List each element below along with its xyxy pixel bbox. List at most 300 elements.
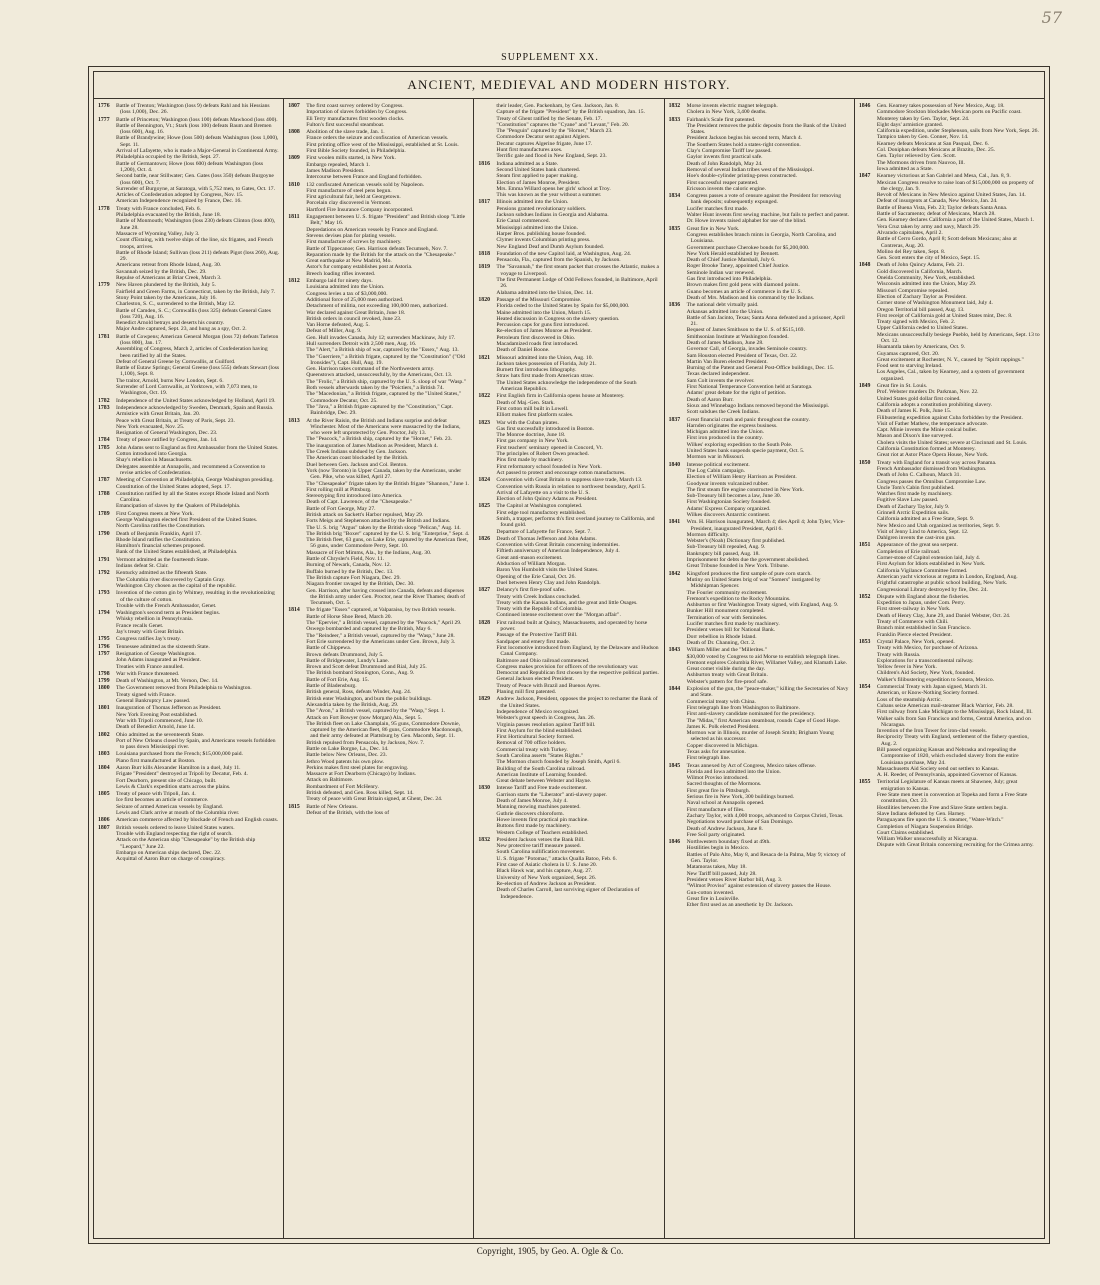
year-group — [478, 587, 659, 618]
history-event: Battle of Germantown; Howe (loss 600) defeats Washington (loss 1,200), Oct. 4. — [116, 160, 264, 173]
year-group — [98, 437, 279, 443]
history-event: First street-railway in New York. — [876, 606, 951, 613]
year-label: 1778 — [98, 205, 110, 212]
history-event: Sub-Treasury bill repealed, Aug. 9. — [686, 544, 766, 551]
year-group — [859, 103, 1040, 172]
history-event: Ashburton treaty with Great Britain. — [686, 672, 768, 679]
history-event: Great Tribune founded in New York. Tribune. — [686, 563, 790, 570]
year-group — [98, 685, 279, 704]
history-event: California adopts a constitution prohibiting slavery. — [876, 401, 993, 408]
history-event: Revolt of Mexicans in New Mexico against United States, Jan. 14. — [876, 192, 1026, 199]
history-event: Great excitement at Rochester, N. Y., caused by "Spirit rappings." — [876, 356, 1024, 363]
year-label: 1825 — [478, 503, 490, 510]
history-event: Battle below New Orleans, Dec. 23. — [306, 752, 387, 759]
history-event: Peace with Great Britain, at Treaty of Paris, Sept. 23. — [116, 417, 235, 424]
history-event: Mason and Dixon's line surveyed. — [876, 433, 953, 440]
year-group — [98, 103, 279, 116]
history-event: The British bombard Stonington, Conn., Aug. 9. — [306, 670, 415, 677]
history-event: The Monroe doctrine, June 18. — [496, 432, 566, 439]
history-event: Sam Colt invents the revolver. — [686, 377, 755, 384]
history-event: Sioux and Winnebago Indians removed beyond the Mississippi. — [686, 402, 830, 409]
history-event: Yellow fever in New York. — [876, 664, 937, 671]
history-event: Indiana admitted as a State. — [496, 160, 559, 167]
year-group — [98, 765, 279, 790]
history-event: Battles of Palo Alto, May 8, and Resaca de la Palma, May 9; victory of Gen. Taylor. — [686, 851, 846, 865]
history-event: Americans retreat from Rhode Island, Aug. 30. — [116, 262, 222, 269]
history-event: British attack on Sackett's Harbor repulsed, May 29. — [306, 512, 424, 518]
year-group — [98, 732, 279, 751]
history-event: Forts Meigs and Stephenson attacked by the British and Indians. — [306, 518, 451, 525]
history-event: This was known as the year without a summer. — [496, 192, 602, 199]
history-event: Surrender of Burgoyne, at Saratoga, with 5,752 men, to Gates, Oct. 17. — [116, 185, 275, 192]
history-event: Congress passes a vote of censure against the President for removing bank deposits; subsequently expunged. — [686, 193, 842, 206]
history-event: Ohio admitted as the seventeenth State. — [116, 731, 205, 738]
year-group — [98, 511, 279, 530]
year-group — [98, 570, 279, 589]
history-event: Intercourse between France and England forbidden. — [306, 174, 423, 181]
history-event: Bombardment of Fort McHenry. — [306, 783, 379, 790]
history-event: Termination of war with Seminoles. — [686, 614, 768, 621]
history-event: First Congress meets at New York. — [116, 510, 194, 517]
history-event: Treaty with Russia. — [876, 651, 921, 658]
year-label: 1777 — [98, 116, 110, 123]
history-event: Inauguration of Thomas Jefferson as President. — [116, 705, 222, 712]
year-group — [98, 825, 279, 863]
history-event: Battle of Bladensburg. — [306, 683, 357, 690]
year-label: 1803 — [98, 751, 110, 758]
history-event: Kearney victorious at San Gabriel and Mesa, Cal., Jan. 8, 9. — [876, 173, 1011, 180]
columns-container — [94, 99, 1044, 1238]
history-event: Treaty of Ghent ratified by the Senate, Feb. 17. — [496, 115, 602, 122]
year-label: 1797 — [98, 650, 110, 657]
year-label: 1834 — [668, 193, 681, 200]
history-event: General Bankruptcy Law passed. — [116, 698, 191, 705]
history-event: Removal of several Indian tribes west of the Mississippi. — [686, 166, 814, 173]
history-event: Death of Maj.-Gen. Stark. — [496, 399, 555, 406]
history-event: Niagara frontier ravaged by the British, Dec. 30. — [306, 581, 415, 588]
history-event: Loss of the steamship Arctic. — [876, 696, 942, 703]
event-list — [116, 570, 279, 589]
history-event: Death of John Quincy Adams, Feb. 21. — [876, 262, 964, 269]
history-event: Battle of Eutaw Springs; General Greene (loss 555) defeats Stewart (loss 1,100), Sept. 8. — [116, 365, 280, 378]
year-group — [98, 398, 279, 404]
history-event: Treaty signed with France. — [116, 691, 176, 698]
year-label: 1796 — [98, 643, 110, 650]
history-event: Both vessels afterwards taken by the "Poictiers," a British 74. — [306, 385, 444, 392]
history-event: Invention of the Iron Tower for iron-clad vessels. — [876, 728, 987, 735]
history-event: Sandpaper and emery first made. — [496, 638, 571, 645]
history-event: Morse invents electric magnet telegraph. — [686, 103, 778, 109]
history-event: Dispute with England about the fisheries. — [876, 593, 970, 600]
history-event: Vera Cruz taken by army and navy, March 29. — [876, 223, 980, 230]
history-event: First gas company in New York. — [496, 438, 569, 445]
history-event: Matamoras taken, May 18. — [686, 864, 747, 871]
history-event: Michigan admitted into the Union. — [686, 429, 765, 436]
year-group — [859, 684, 1040, 778]
year-group — [859, 460, 1040, 542]
history-event: Battle of Chippewa. — [306, 645, 352, 652]
history-event: Fort Dearborn, present site of Chicago, built. — [116, 777, 217, 784]
history-event: The first Permanent Lodge of Odd Fellows founded, in Baltimore, April 26. — [496, 277, 658, 290]
history-event: Massacre of Fort Mimms, Ala., by the Indians, Aug. 30. — [306, 549, 432, 556]
history-event: Explosion of the gun, the "peace-maker," killing the Secretaries of Navy and State. — [686, 686, 849, 699]
history-event: Oregon Territorial bill passed, Aug. 13. — [876, 306, 965, 313]
history-event: Bank of the United States established, at Philadelphia. — [116, 549, 238, 556]
history-event: Fairbank's Scale first patented. — [686, 116, 756, 123]
history-event: California Vigilance Committee formed. — [876, 567, 968, 574]
history-event: Black Hawk war, and his capture, Aug. 27. — [496, 868, 593, 875]
history-event: Adams' Express Company organized. — [686, 505, 771, 512]
history-event: Ericsson invents the caloric engine. — [686, 185, 766, 192]
event-list — [877, 262, 1040, 382]
history-event: Expedition to Japan, under Com. Perry. — [876, 600, 966, 607]
year-group — [478, 837, 659, 900]
history-event: Battle of Rhode Island; Sullivan (loss 211) defeats Pigot (loss 260), Aug. 29. — [116, 249, 280, 263]
year-label: 1814 — [288, 607, 300, 614]
history-event: Congressional Library destroyed by fire, Dec. 24. — [876, 586, 988, 593]
year-group — [98, 405, 279, 436]
year-label: 1824 — [478, 477, 490, 484]
history-event: Gen. Kearney declares California a part of the United States, March 1. — [876, 217, 1035, 224]
history-event: Independence of Mexico recognized. — [496, 708, 580, 715]
history-event: Bill passed organizing Kansas and Nebraska and repealing the Compromise of 1820, which excluded slavery from the entire Louisiana purchase, May 24. — [876, 746, 1019, 766]
history-event: Assembling of Congress, March 2, articles of Confederation having been ratified by all the States. — [116, 346, 268, 359]
history-event: Erie Canal commenced. — [496, 218, 550, 225]
history-event: Hull surrenders Detroit with 2,500 men, Aug. 16. — [306, 340, 417, 347]
event-list — [687, 226, 850, 302]
history-event: Burnett first introduces lithography. — [496, 367, 577, 374]
history-event: Treaties with France annulled. — [116, 663, 184, 670]
history-event: Emancipation of slaves by the Quakers of Philadelphia. — [116, 503, 241, 510]
year-label: 1847 — [858, 173, 871, 180]
history-event: Harnden originates the express business. — [686, 422, 778, 429]
history-event: Resignation of General Washington, Dec. 23. — [116, 430, 218, 437]
history-event: Clymer invents Columbian printing press. — [496, 237, 591, 244]
history-event: Gen. Harrison takes command of the Northwestern army. — [306, 366, 435, 373]
year-group — [859, 779, 1040, 848]
history-event: France orders the seizure and confiscation of American vessels. — [306, 135, 449, 142]
event-list — [496, 536, 659, 586]
year-group — [478, 297, 659, 354]
history-event: Acquittal of Aaron Burr on charge of conspiracy. — [116, 856, 226, 863]
history-event: Missouri admitted into the Union, Aug. 10. — [496, 354, 593, 361]
event-list — [116, 644, 279, 650]
event-list — [116, 671, 279, 677]
history-event: Heated discussion in Congress on the slavery question. — [496, 315, 620, 322]
event-list — [877, 639, 1040, 683]
year-label: 1800 — [98, 685, 110, 692]
event-list — [116, 437, 279, 443]
supplement-label: SUPPLEMENT XX. — [501, 52, 599, 63]
history-event: Defeat of General Greene by Cornwallis, at Guilford. — [116, 358, 236, 365]
history-event: Scott subdues the Creek Indians. — [686, 409, 760, 416]
history-event: Buffalo burned by the British, Dec. 13. — [306, 568, 394, 575]
year-group — [859, 639, 1040, 683]
event-list — [116, 117, 279, 205]
history-event: Missouri Compromise repealed. — [876, 287, 949, 294]
history-event: Baron Von Humboldt visits the United States. — [496, 567, 599, 574]
history-event: Attack on the American ship "Chesapeake" by the British ship "Leopard," June 22. — [116, 837, 256, 850]
history-event: Guthrie discovers chloroform. — [496, 810, 564, 817]
history-event: Democrat and Republican first chosen by the respective political parties. — [496, 670, 659, 677]
history-event: Goodyear invents vulcanized rubber. — [686, 480, 769, 487]
history-event: The first steam fire engine constructed in New York. — [686, 486, 805, 493]
history-event: Pins first made by machinery. — [496, 457, 563, 464]
history-event: Walker's filibustering expedition to Sonora, Mexico. — [876, 676, 995, 683]
history-event: Sacred thoughts of the Mormons. — [686, 781, 762, 788]
history-event: Major Andre captured, Sept. 23, and hung as a spy, Oct. 2. — [116, 326, 247, 333]
event-list — [116, 791, 279, 816]
history-event: First manufacture of steel pens begun. — [306, 187, 392, 194]
history-event: Ice first becomes an article of commerce. — [116, 797, 209, 804]
year-label: 1832 — [668, 103, 681, 109]
history-event: Gas first introduced into Philadelphia. — [686, 276, 772, 283]
event-list — [116, 334, 279, 397]
history-event: First printing office west of the Mississippi, established at St. Louis. — [306, 141, 459, 148]
history-event: Constitution of the United States adopted, Sept. 17. — [116, 483, 231, 490]
history-event: Treaty signed with Mexico, Feb. 2. — [876, 319, 956, 326]
history-event: New Mexico and Utah organized as territories, Sept. 9. — [876, 522, 1000, 529]
history-event: Oneida Community, New York, established. — [876, 275, 976, 282]
event-list — [496, 199, 659, 249]
history-event: $30,000 voted by Congress to aid Morse to establish telegraph lines. — [686, 653, 840, 660]
history-event: First Asylum for Idiots established in New York. — [876, 561, 986, 568]
event-list — [687, 193, 850, 224]
year-group — [478, 420, 659, 477]
year-label: 1846 — [858, 103, 871, 109]
history-event: Great anti-mason excitement. — [496, 554, 563, 561]
history-event: Stevens devises plan for plating vessels. — [306, 232, 396, 239]
history-event: Walker sails from San Francisco and forms, Central America, and on Nicaragua. — [876, 715, 1031, 728]
history-event: The "Peacock," a British ship, captured by the "Hornet," Feb. 23. — [306, 436, 452, 443]
history-event: Court Claims established. — [876, 829, 935, 836]
history-event: Eli Terry manufactures first wooden clocks. — [306, 115, 405, 122]
year-group — [669, 763, 850, 839]
year-group — [98, 636, 279, 642]
year-group — [669, 519, 850, 569]
history-event: Battle of San Jacinto, Texas; Santa Anna defeated and a prisoner, April 21. — [686, 314, 845, 328]
year-label: 1818 — [478, 250, 490, 257]
event-list — [306, 129, 469, 154]
history-event: Mormon war in Missouri. — [686, 454, 745, 461]
history-event: Alvarado capitulates, April 2. — [876, 229, 943, 236]
event-list — [496, 297, 659, 354]
history-event: Independence of the United States acknowledged by Holland, April 19. — [116, 397, 276, 404]
history-event: Mexicans unsuccessfully besiege Pueblo, held by Americans, Sept. 13 to Oct. 12. — [876, 331, 1040, 344]
copyright-notice: Copyright, 1905, by Geo. A. Ogle & Co. — [476, 1246, 624, 1256]
history-event: Death of Washington, at Mt. Vernon, Dec. 14. — [116, 678, 219, 685]
history-event: Florida ceded to the United States by Spain for $5,000,000. — [496, 303, 630, 310]
history-event: Treaty of Commerce with Chili. — [876, 619, 949, 626]
history-event: Guyamas captured, Oct. 20. — [876, 350, 940, 357]
history-event: Col. Doniphan defeats Mexicans at Brazito, Dec. 25. — [876, 147, 996, 154]
event-list — [496, 696, 659, 784]
year-label: 1848 — [858, 262, 871, 269]
history-event: Duel between Gen. Jackson and Col. Benton. — [306, 461, 408, 468]
event-list — [116, 590, 279, 609]
history-event: William Miller and the "Millerites." — [686, 647, 767, 654]
history-event: Garrison starts the "Liberator" anti-slavery paper. — [496, 791, 607, 798]
history-event: Guano becomes an article of commerce in the U. S. — [686, 288, 803, 295]
history-event: Congress establishes branch mints in Georgia, North Carolina, and Louisiana. — [686, 231, 836, 245]
history-event: Election of William Henry Harrison as President. — [686, 474, 797, 481]
year-group — [288, 103, 469, 128]
history-event: French Ambassador dismissed from Washington. — [876, 465, 987, 472]
history-event: First iron produced in the country. — [686, 435, 763, 442]
history-event: The British fleet, 63 guns, on Lake Erie, captured by the American fleet, 56 guns, under Commodore Perry, Sept. 10. — [306, 537, 469, 550]
history-event: The "Midas," first American steamboat, rounds Cape of Good Hope. — [686, 717, 840, 724]
year-group — [478, 199, 659, 249]
history-event: Straw hats first made from American straw. — [496, 373, 594, 380]
history-event: The President removes the public deposits from the Bank of the United States. — [686, 122, 846, 136]
year-label: 1812 — [288, 278, 300, 285]
event-list — [687, 647, 850, 685]
year-label: 1783 — [98, 404, 110, 411]
history-event: Port of New Orleans closed by Spain, and Americans vessels forbidden to pass down Mississippi river. — [116, 737, 276, 751]
history-event: President vetoes River Harbor bill, Aug. 3. — [686, 876, 783, 883]
history-event: Upper California ceded to United States. — [876, 325, 968, 332]
history-event: Congress makes provision for officers of the revolutionary war. — [496, 663, 639, 670]
history-event: Treaty with France concluded, Feb. 6. — [116, 205, 201, 212]
history-event: Free Soil party originated. — [686, 831, 746, 838]
history-event: Battle of Bennington, Vt.; Stark (loss 100) defeats Baum and Bremen (loss 600), Aug. 16. — [116, 122, 272, 136]
history-event: France recalls Genet. — [116, 622, 164, 629]
history-event: American commerce affected by blockade of French and English coasts. — [116, 817, 279, 824]
history-event: British enter Washington, and burn the public buildings. — [306, 695, 432, 702]
year-group — [288, 155, 469, 180]
year-group — [859, 173, 1040, 261]
history-event: Fremont's expedition to the Rocky Mountains. — [686, 595, 791, 602]
event-list — [116, 557, 279, 570]
year-group — [98, 678, 279, 684]
event-list — [116, 206, 279, 282]
history-event: Invention of the cotton gin by Whitney, resulting in the revolutionizing of the culture of cotton. — [116, 590, 275, 603]
year-group — [859, 542, 1040, 592]
history-event: The "Alert," a British ship of war, captured by the "Essex," Aug. 13. — [306, 347, 459, 354]
year-group — [478, 264, 659, 295]
event-list — [306, 804, 469, 817]
history-event: Treaty of peace with Tripoli, Jan. 4. — [116, 791, 196, 798]
year-group — [288, 129, 469, 154]
year-group — [98, 491, 279, 510]
history-event: The "Chesapeake" frigate taken by the British frigate "Shannon," June 1. — [306, 480, 470, 487]
history-event: Completion of Niagara Suspension Bridge. — [876, 823, 974, 830]
event-list — [496, 355, 659, 393]
history-event: Abolition of the slave trade, Jan. 1. — [306, 129, 385, 136]
history-event: Dr. Howe invents raised alphabet for use of the blind. — [686, 218, 807, 225]
history-event: Grinnell Arctic Expedition sails. — [876, 510, 950, 516]
event-list — [877, 684, 1040, 778]
history-event: Mormon war in Illinois, murder of Joseph Smith; Brigham Young selected as his successor. — [686, 730, 834, 743]
history-event: Petroleum first discovered in Ohio. — [496, 334, 576, 341]
history-event: Burning of the Patent and General Post-Office buildings, Dec. 15. — [686, 365, 835, 372]
year-label: 1807 — [98, 824, 110, 831]
history-event: Watches first made by machinery. — [876, 491, 953, 498]
history-event: Death of Benjamin Franklin, April 17. — [116, 530, 202, 537]
year-label: 1820 — [478, 296, 490, 303]
history-event: Macadamized roads first introduced. — [496, 340, 579, 347]
history-event: The "Reindeer," a British vessel, captured by the "Wasp," June 28. — [306, 632, 455, 639]
history-event: Brown defeats Drummond, July 5. — [306, 651, 384, 658]
year-label: 1794 — [98, 610, 110, 617]
history-event: Death of James K. Polk, June 15. — [876, 408, 952, 415]
event-list — [116, 405, 279, 436]
history-event: The "Epervier," a British vessel, captured by the "Peacock," April 29. — [306, 620, 462, 627]
event-list — [306, 278, 469, 417]
history-event: Embargo laid for ninety days. — [306, 278, 373, 285]
history-event: First Washingtonian Society founded. — [686, 499, 771, 506]
year-group — [478, 477, 659, 502]
history-event: The Columbia river discovered by Captain Gray. — [116, 576, 226, 583]
history-event: Van Horne defeated, Aug. 5. — [306, 322, 370, 329]
history-event: The British fleet on Lake Champlain, 95 guns, Commodore Downie, captured by the American fleet, 86 guns, Commodore Macdonough, and their army defeated at Plattsburg by Gen. Macomb, Sept. 11. — [306, 720, 463, 740]
history-event: Great riot at Astor Place Opera House, New York. — [876, 452, 989, 459]
history-event: Treaty with the Republic of Colombia. — [496, 606, 583, 613]
year-label: 1785 — [98, 444, 110, 451]
history-event: William Walker unsuccessfully at Nicaragua. — [876, 836, 978, 843]
history-event: Death of Zachary Taylor, July 9. — [876, 503, 950, 510]
year-label — [478, 103, 496, 160]
event-list — [496, 477, 659, 502]
history-event: The principles of Robert Owen preached. — [496, 451, 589, 458]
history-event: Dorr rebellion in Rhode Island. — [686, 633, 757, 640]
year-label: 1795 — [98, 636, 110, 643]
history-event: Sam Houston elected President of Texas, Oct. 22. — [686, 352, 798, 359]
page-number: 57 — [1041, 8, 1062, 27]
history-event: "Constitution" captures the "Cyane" and "Levant," Feb. 20. — [496, 121, 630, 128]
history-event: New York evacuated, Nov. 25. — [116, 423, 185, 430]
history-event: British general, Ross, defeats Winder, Aug. 24. — [306, 689, 412, 696]
year-group — [98, 531, 279, 556]
history-event: Continued intense excitement over the "Morgan affair". — [496, 612, 621, 619]
history-event: Prof. Webster murders Dr. Parkman, Nov. 22. — [876, 389, 979, 396]
history-event: Repulse of Americans at Briar Creek, March 3. — [116, 275, 222, 282]
history-event: Visit of Father Mathew, the temperance advocate. — [876, 420, 988, 427]
history-event: Embargo on American ships declared, Dec. 22. — [116, 849, 222, 856]
history-event: Frigate "President" destroyed at Tripoli by Decatur, Feb. 4. — [116, 771, 248, 778]
history-event: Great fire in St. Louis. — [876, 383, 928, 390]
history-event: Hartford Fire Insurance Company incorporated. — [306, 206, 414, 213]
year-label: 1826 — [478, 535, 490, 542]
history-event: Bankruptcy bill passed, Aug. 18. — [686, 550, 760, 557]
history-event: Corner-stone of Capitol extension laid, July 4. — [876, 555, 981, 562]
event-list — [496, 393, 659, 418]
history-event: Death of Charles Carroll, last surviving signer of Declaration of Independence. — [496, 887, 640, 900]
history-event: Battle of Brandywine; Howe (loss 500) defeats Washington (loss 1,000), Sept. 11. — [116, 135, 279, 148]
history-event: Fremont explores Columbia River, Willamet Valley, and Klamath Lake. — [686, 659, 847, 666]
history-event: Pensions granted revolutionary soldiers. — [496, 205, 587, 212]
history-event: Fulton's first successful steamboat. — [306, 121, 385, 128]
history-event: Washington City chosen as the capital of the republic. — [116, 582, 237, 589]
history-event: Lewis and Clark arrive at mouth of the Columbia river. — [116, 810, 240, 817]
history-event: Commodore Decatur sent against Algiers. — [496, 134, 591, 141]
event-list — [496, 837, 659, 900]
event-list — [496, 587, 659, 618]
history-event: Philadelphia occupied by the British, Sept. 27. — [116, 154, 220, 161]
event-list — [496, 103, 659, 160]
year-label: 1843 — [668, 647, 681, 654]
history-event: Convention with Great Britain concerning indemnities. — [496, 542, 620, 549]
history-event: War with France threatened. — [116, 670, 180, 677]
year-label: 1832 — [478, 836, 490, 843]
event-list — [496, 161, 659, 199]
year-group — [669, 103, 850, 116]
history-event: The first coast survey ordered by Congress. — [306, 103, 404, 109]
history-event: War declared against Great Britain, June 18. — [306, 309, 406, 316]
year-group — [478, 103, 659, 160]
year-label: 1823 — [478, 419, 490, 426]
history-event: Passage of the Protective Tariff Bill. — [496, 632, 578, 639]
